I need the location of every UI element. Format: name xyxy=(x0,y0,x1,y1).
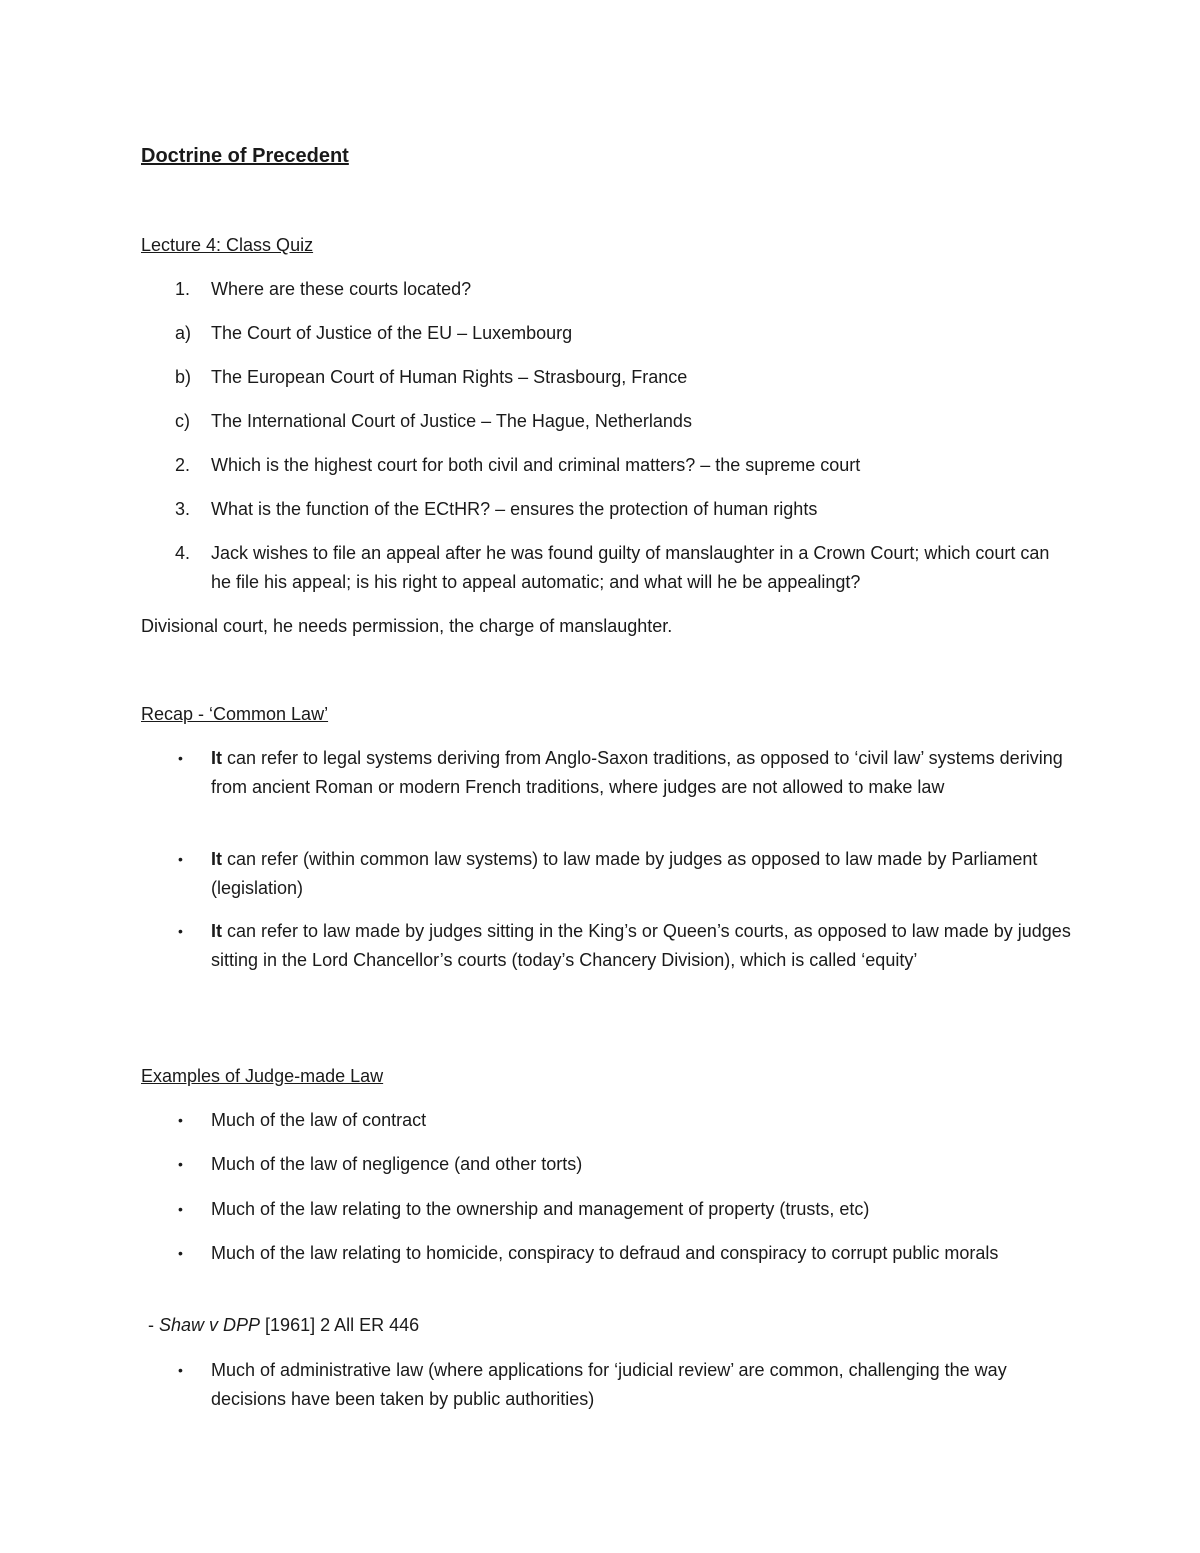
case-citation xyxy=(148,1311,419,1339)
bullet-lead: It xyxy=(211,849,222,869)
bullet-text: Much of administrative law (where applications for ‘judicial review’ are common, challenging the way decisions have been taken by public authorities) xyxy=(211,1360,1007,1409)
bullet-text xyxy=(211,845,1071,902)
case-prefix: - xyxy=(148,1315,159,1335)
examples-heading: Examples of Judge-made Law xyxy=(141,1066,384,1086)
case-reference: [1961] 2 All ER 446 xyxy=(260,1315,420,1335)
subitem-text: The Court of Justice of the EU – Luxembourg xyxy=(211,323,573,343)
bullet-icon: • xyxy=(178,851,183,867)
bullet-text: Much of the law of contract xyxy=(211,1110,427,1130)
question-text: Jack wishes to file an appeal after he was found guilty of manslaughter in a Crown Court; which court can he file his appeal; is his right to appeal automatic; and what will he be appealingt? xyxy=(211,543,1050,592)
list-number: 1. xyxy=(175,279,191,299)
bullet-icon: • xyxy=(178,750,183,766)
bullet-rest: can refer to legal systems deriving from Anglo-Saxon traditions, as opposed to ‘civil law’ systems deriving from ancient Roman or modern French traditions, where judges are not allowed to make law xyxy=(211,748,1063,797)
subitem-text: The International Court of Justice – The Hague, Netherlands xyxy=(211,411,692,431)
question-text: Where are these courts located? xyxy=(211,279,472,299)
bullet-text: Much of the law relating to homicide, conspiracy to defraud and conspiracy to corrupt public morals xyxy=(211,1243,999,1263)
bullet-icon: • xyxy=(178,1362,183,1378)
bullet-text xyxy=(211,744,1071,801)
bullet-icon: • xyxy=(178,1112,183,1128)
list-letter: a) xyxy=(175,323,192,343)
quiz-heading: Lecture 4: Class Quiz xyxy=(141,235,314,255)
bullet-text: Much of the law of negligence (and other torts) xyxy=(211,1154,583,1174)
bullet-icon: • xyxy=(178,1201,183,1217)
recap-heading: Recap - ‘Common Law’ xyxy=(141,704,329,724)
subitem-text: The European Court of Human Rights – Strasbourg, France xyxy=(211,367,688,387)
document-title: Doctrine of Precedent xyxy=(141,145,349,167)
bullet-rest: can refer (within common law systems) to law made by judges as opposed to law made by Parliament (legislation) xyxy=(211,849,1038,898)
quiz-answer: Divisional court, he needs permission, the charge of manslaughter. xyxy=(141,616,673,636)
case-name: Shaw v DPP xyxy=(159,1315,261,1335)
list-number: 4. xyxy=(175,543,191,563)
bullet-icon: • xyxy=(178,1245,183,1261)
bullet-lead: It xyxy=(211,921,222,941)
list-number: 2. xyxy=(175,455,191,475)
list-letter: b) xyxy=(175,367,192,387)
list-letter: c) xyxy=(175,411,190,431)
question-text: Which is the highest court for both civil and criminal matters? – the supreme court xyxy=(211,455,861,475)
bullet-text xyxy=(211,917,1071,974)
question-text: What is the function of the ECtHR? – ensures the protection of human rights xyxy=(211,499,818,519)
bullet-rest: can refer to law made by judges sitting in the King’s or Queen’s courts, as opposed to law made by judges sitting in the Lord Chancellor’s courts (today’s Chancery Division), which is called ‘equity’ xyxy=(211,921,1071,970)
bullet-icon: • xyxy=(178,1156,183,1172)
bullet-lead: It xyxy=(211,748,222,768)
bullet-icon: • xyxy=(178,923,183,939)
list-number: 3. xyxy=(175,499,191,519)
bullet-text: Much of the law relating to the ownership and management of property (trusts, etc) xyxy=(211,1199,870,1219)
